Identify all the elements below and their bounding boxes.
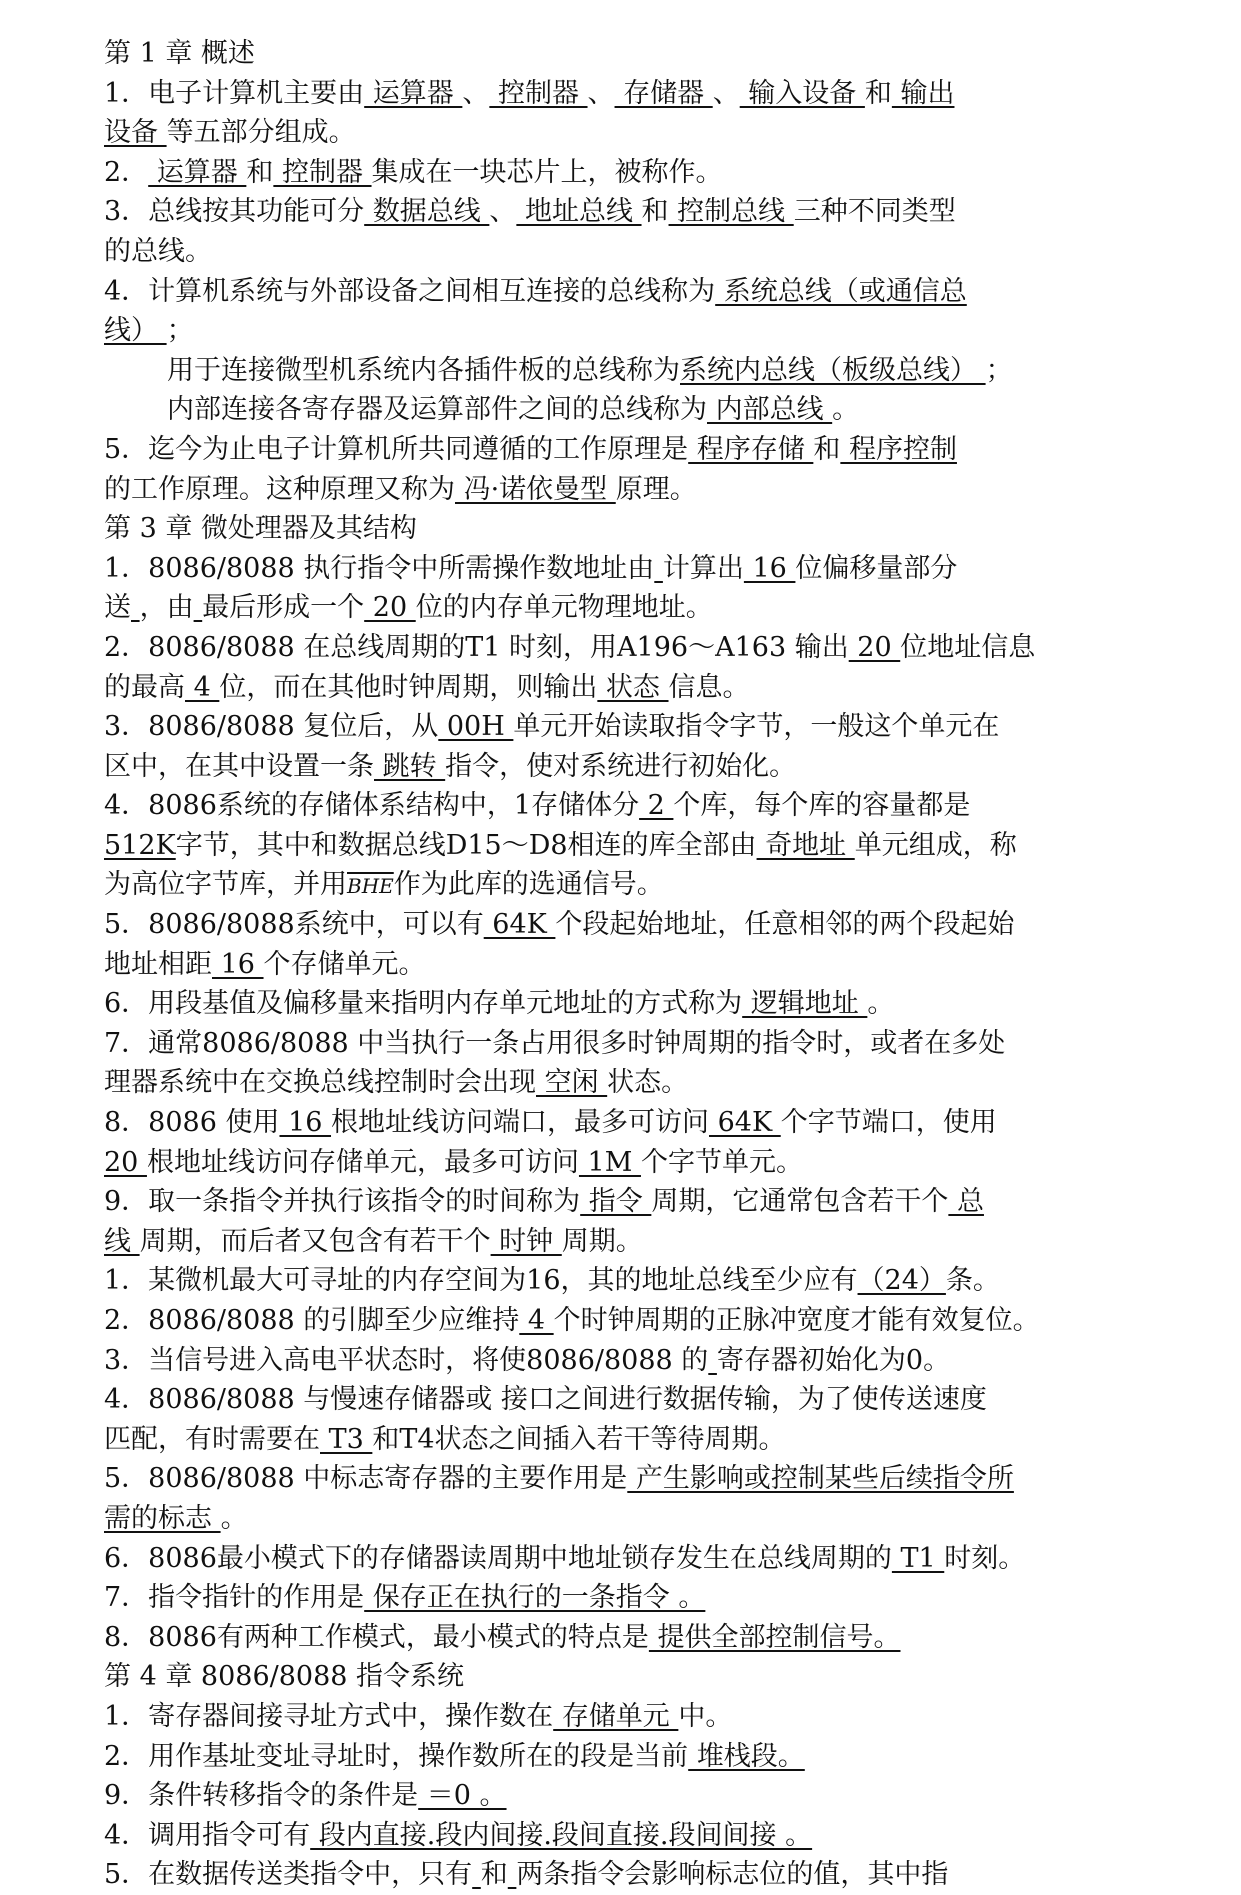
text-segment: 单元组成，称: [854, 829, 1017, 861]
ch3-r6: [104, 1539, 1144, 1579]
answer-blank: 4: [519, 1305, 554, 1336]
text-segment: 区中，在其中设置一条: [104, 750, 374, 782]
answer-blank: 保存正在执行的一条指令 。: [364, 1582, 706, 1614]
text-segment: 条。: [945, 1265, 1000, 1297]
bhe-signal: $\overline{BHE}$: [347, 874, 394, 899]
ch4-q1: [104, 1697, 1144, 1737]
ch3-q1-line1: [104, 549, 1144, 589]
ch3-r5-line2: [104, 1499, 1144, 1539]
text-segment: 个时钟周期的正脉冲宽度才能有效复位。: [553, 1305, 1040, 1336]
answer-blank: 16: [212, 948, 264, 980]
answer-blank: 需的标志: [104, 1502, 221, 1534]
ch3-r1: [104, 1261, 1144, 1301]
text-segment: 9．条件转移指令的条件是: [104, 1780, 419, 1812]
answer-blank: 堆栈段。: [688, 1740, 805, 1772]
ch3-q3-line1: [104, 707, 1144, 747]
text-segment: 5．8086/8088 中标志寄存器的主要作用是: [104, 1463, 628, 1495]
answer-blank: T1: [891, 1542, 945, 1574]
ch3-r4-line2: [104, 1420, 1144, 1460]
text-segment: 个字节端口，使用: [780, 1107, 997, 1139]
text-segment: 为高位字节库，并用: [104, 869, 347, 901]
text-segment: 1．电子计算机主要由: [104, 77, 365, 109]
text-segment: 周期，而后者又包含有若干个: [139, 1225, 491, 1257]
text-segment: 根地址线访问端口，最多可访问: [331, 1107, 710, 1139]
text-segment: 的工作原理。这种原理又称为: [104, 473, 455, 505]
answer-blank: 系统总线（或通信总: [715, 275, 967, 307]
answer-blank: 20: [848, 631, 901, 663]
text-segment: 1．8086/8088 执行指令中所需操作数地址由: [104, 552, 655, 584]
text-segment: 5．迄今为止电子计算机所共同遵循的工作原理是: [104, 433, 689, 465]
answer-blank: 数据总线: [364, 196, 490, 228]
text-segment: 个库，每个库的容量都是: [673, 790, 971, 822]
text-segment: 、: [489, 196, 517, 228]
answer-blank: ＝0 。: [418, 1780, 507, 1812]
text-segment: 信息。: [668, 671, 750, 703]
text-segment: 和: [864, 77, 892, 109]
ch3-q8-line1: [104, 1103, 1144, 1143]
answer-blank: 段内直接.段内间接.段间直接.段间间接 。: [310, 1819, 813, 1851]
answer-blank: 控制总线: [668, 196, 794, 228]
ch3-r4-line1: [104, 1380, 1144, 1420]
answer-blank: 冯·诺依曼型: [455, 473, 616, 505]
answer-blank: [194, 592, 203, 623]
ch3-q1-line2: [104, 588, 1144, 628]
text-segment: 用于连接微型机系统内各插件板的总线称为: [167, 354, 680, 386]
answer-blank: 设备: [104, 117, 167, 149]
text-segment: 7．指令指针的作用是: [104, 1582, 365, 1614]
answer-blank: 程序存储: [688, 433, 814, 465]
answer-blank: 16: [279, 1107, 332, 1139]
ch1-q5-line1: [104, 430, 1144, 470]
ch1-q4-line4: [104, 390, 1144, 430]
text-segment: 和: [480, 1859, 508, 1891]
text-segment: 4．8086/8088 与慢速存储器或 接口之间进行数据传输，为了使传送速度: [104, 1384, 987, 1416]
ch3-r8: [104, 1618, 1144, 1658]
text-segment: 2．用作基址变址寻址时，操作数所在的段是当前: [104, 1740, 689, 1772]
text-segment: 3．总线按其功能可分: [104, 196, 365, 228]
text-segment: 两条指令会影响标志位的值，其中指: [516, 1859, 949, 1891]
answer-blank: 输入设备: [739, 77, 865, 109]
text-segment: 1．某微机最大可寻址的内存空间为16，其的地址总线至少应有: [104, 1265, 858, 1297]
text-segment: 位的内存单元物理地址。: [415, 592, 713, 624]
answer-blank: 奇地址: [756, 829, 855, 861]
ch1-q2: [104, 153, 1144, 193]
answer-blank: 存储器: [614, 77, 713, 109]
answer-blank: 16: [743, 552, 796, 584]
answer-blank: [654, 553, 663, 584]
answer-blank: 提供全部控制信号。: [648, 1621, 901, 1653]
text-segment: 和: [641, 196, 669, 228]
answer-blank: T3: [320, 1423, 373, 1455]
ch3-q2-line2: [104, 668, 1144, 708]
ch3-q4-line1: [104, 786, 1144, 826]
text-segment: 2．: [104, 156, 149, 188]
answer-blank: 512K: [104, 829, 176, 861]
ch1-q4-line1: [104, 272, 1144, 312]
ch1-q3-line1: [104, 192, 1144, 232]
answer-blank: 00H: [438, 711, 514, 743]
answer-blank: 控制器: [273, 156, 372, 188]
answer-blank: 指令: [580, 1186, 652, 1218]
text-segment: 位偏移量部分: [795, 552, 958, 584]
text-segment: 匹配，有时需要在: [104, 1423, 320, 1455]
text-segment: 和: [246, 156, 274, 188]
text-segment: 9．取一条指令并执行该指令的时间称为: [104, 1186, 581, 1218]
text-segment: ；: [985, 354, 1013, 386]
text-segment: 个字节单元。: [640, 1146, 803, 1178]
text-segment: 。: [867, 988, 895, 1020]
chapter-3-heading: 第 3 章 微处理器及其结构: [104, 513, 417, 545]
answer-blank: 总: [948, 1186, 984, 1218]
chapter-4-heading: 第 4 章 8086/8088 指令系统: [104, 1661, 465, 1693]
text-segment: 4．计算机系统与外部设备之间相互连接的总线称为: [104, 275, 716, 307]
ch4-q4: [104, 1816, 1144, 1856]
ch1-q4-line3: [104, 351, 1144, 391]
text-segment: 6．用段基值及偏移量来指明内存单元地址的方式称为: [104, 988, 743, 1020]
text-segment: 5．在数据传送类指令中，只有: [104, 1859, 473, 1891]
text-segment: 理器系统中在交换总线控制时会出现: [104, 1067, 536, 1099]
text-segment: 。: [832, 394, 860, 426]
text-segment: 中。: [678, 1700, 733, 1732]
ch3-q5-line1: [104, 905, 1144, 945]
text-segment: 的总线。: [104, 235, 212, 267]
text-segment: 送: [104, 592, 131, 624]
ch3-q7-line2: [104, 1063, 1144, 1103]
answer-blank: 控制器: [489, 77, 588, 109]
text-segment: 周期，它通常包含若干个: [651, 1186, 949, 1218]
ch3-q3-line2: [104, 747, 1144, 787]
answer-blank: 空闲: [536, 1067, 608, 1099]
answer-blank: 20: [104, 1146, 147, 1178]
text-segment: 和: [813, 433, 841, 465]
answer-blank: 20: [364, 592, 416, 624]
text-segment: 作为此库的选通信号。: [393, 869, 664, 901]
ch3-r3: [104, 1341, 1144, 1381]
text-segment: 6．8086最小模式下的存储器读周期中地址锁存发生在总线周期的: [104, 1542, 892, 1574]
text-segment: 和T4状态之间插入若干等待周期。: [372, 1423, 786, 1455]
text-segment: 根地址线访问存储单元，最多可访问: [146, 1146, 579, 1178]
text-segment: 位，而在其他时钟周期，则输出: [219, 671, 598, 703]
ch3-q6: [104, 984, 1144, 1024]
ch3-q5-line2: [104, 945, 1144, 985]
text-segment: 指令，使对系统进行初始化。: [445, 750, 797, 782]
text-segment: 时刻。: [944, 1542, 1026, 1574]
text-segment: 3．8086/8088 复位后，从: [104, 711, 439, 743]
text-segment: 8．8086有两种工作模式，最小模式的特点是: [104, 1621, 649, 1653]
chapter-1-heading: 第 1 章 概述: [104, 38, 255, 69]
text-segment: 集成在一块芯片上，被称作。: [371, 156, 723, 188]
ch1-q5-line2: [104, 470, 1144, 510]
answer-blank: 4: [185, 671, 220, 703]
ch1-q4-line2: [104, 311, 1144, 351]
ch3-q8-line2: [104, 1143, 1144, 1183]
text-segment: 状态。: [607, 1067, 689, 1099]
text-segment: 三种不同类型: [793, 196, 956, 228]
answer-blank: 逻辑地址: [742, 988, 868, 1020]
ch3-r2: [104, 1301, 1144, 1341]
ch4-q5: [104, 1855, 1144, 1895]
ch3-q9-line2: [104, 1222, 1144, 1262]
ch3-r5-line1: [104, 1459, 1144, 1499]
ch3-q9-line1: [104, 1182, 1144, 1222]
answer-blank: [508, 1859, 517, 1890]
text-segment: 的最高: [104, 671, 185, 703]
answer-blank: 时钟: [490, 1225, 562, 1257]
ch1-q1-line1: [104, 74, 1144, 114]
text-segment: 最后形成一个: [202, 592, 365, 624]
ch3-r7: [104, 1578, 1144, 1618]
answer-blank: [708, 1345, 717, 1376]
answer-blank: 运算器: [364, 77, 463, 109]
text-segment: 5．8086/8088系统中，可以有: [104, 909, 484, 941]
answer-blank: [472, 1859, 481, 1890]
answer-blank: 1M: [578, 1146, 641, 1178]
answer-blank: 线）: [104, 315, 167, 347]
ch3-q2-line1: [104, 628, 1144, 668]
answer-blank: 2: [639, 790, 674, 822]
text-segment: 。: [220, 1502, 248, 1534]
text-segment: 等五部分组成。: [166, 117, 356, 149]
text-segment: 3．当信号进入高电平状态时，将使8086/8088 的: [104, 1344, 709, 1376]
text-segment: 个段起始地址，任意相邻的两个段起始: [555, 909, 1015, 941]
text-segment: 单元开始读取指令字节，一般这个单元在: [513, 711, 1000, 743]
ch1-q1-line2: [104, 113, 1144, 153]
text-segment: 2．8086/8088 的引脚至少应维持: [104, 1305, 520, 1336]
answer-blank: 存储单元: [553, 1700, 679, 1732]
text-segment: 内部连接各寄存器及运算部件之间的总线称为: [167, 394, 707, 426]
ch3-q7-line1: [104, 1024, 1144, 1064]
text-segment: ；: [166, 315, 194, 347]
text-segment: 2．8086/8088 在总线周期的T1 时刻，用A196～A163 输出: [104, 631, 849, 663]
text-segment: 原理。: [615, 473, 697, 505]
document-page: [104, 34, 1144, 1895]
answer-blank: （24）: [857, 1265, 946, 1297]
ch3-q4-line3: [104, 865, 1144, 905]
answer-blank: 地址总线: [516, 196, 642, 228]
answer-blank: 产生影响或控制某些后续指令所: [627, 1463, 1014, 1495]
ch1-q3-line2: [104, 232, 1144, 272]
text-segment: 周期。: [561, 1225, 643, 1257]
ch4-q2: [104, 1737, 1144, 1777]
answer-blank: 64K: [709, 1107, 781, 1139]
text-segment: 个存储单元。: [263, 948, 426, 980]
text-segment: 4．8086系统的存储体系结构中，1存储体分: [104, 790, 640, 822]
answer-blank: 线: [104, 1225, 140, 1257]
text-segment: 、: [712, 77, 740, 109]
text-segment: 7．通常8086/8088 中当执行一条占用很多时钟周期的指令时，或者在多处: [104, 1027, 1006, 1059]
text-segment: 1．寄存器间接寻址方式中，操作数在: [104, 1700, 554, 1732]
answer-blank: 输出: [891, 77, 955, 109]
answer-blank: [131, 592, 140, 623]
text-segment: 、: [587, 77, 615, 109]
answer-blank: 运算器: [148, 156, 247, 188]
text-segment: 计算出: [662, 552, 744, 584]
answer-blank: 状态: [597, 671, 669, 703]
answer-blank: 内部总线: [707, 394, 833, 426]
answer-blank: 程序控制: [840, 433, 957, 465]
text-segment: 4．调用指令可有: [104, 1819, 311, 1851]
ch3-q4-line2: [104, 826, 1144, 866]
text-segment: ，由: [139, 592, 194, 624]
text-segment: 地址相距: [104, 948, 212, 980]
text-segment: 、: [462, 77, 490, 109]
answer-blank: 系统内总线（板级总线）: [680, 354, 986, 386]
text-segment: 寄存器初始化为0。: [716, 1344, 951, 1376]
ch4-q9: [104, 1776, 1144, 1816]
text-segment: 位地址信息: [900, 631, 1036, 663]
answer-blank: 64K: [483, 909, 556, 941]
text-segment: 字节，其中和数据总线D15～D8相连的库全部由: [175, 829, 757, 861]
answer-blank: 跳转: [374, 750, 446, 782]
text-segment: 8．8086 使用: [104, 1107, 280, 1139]
